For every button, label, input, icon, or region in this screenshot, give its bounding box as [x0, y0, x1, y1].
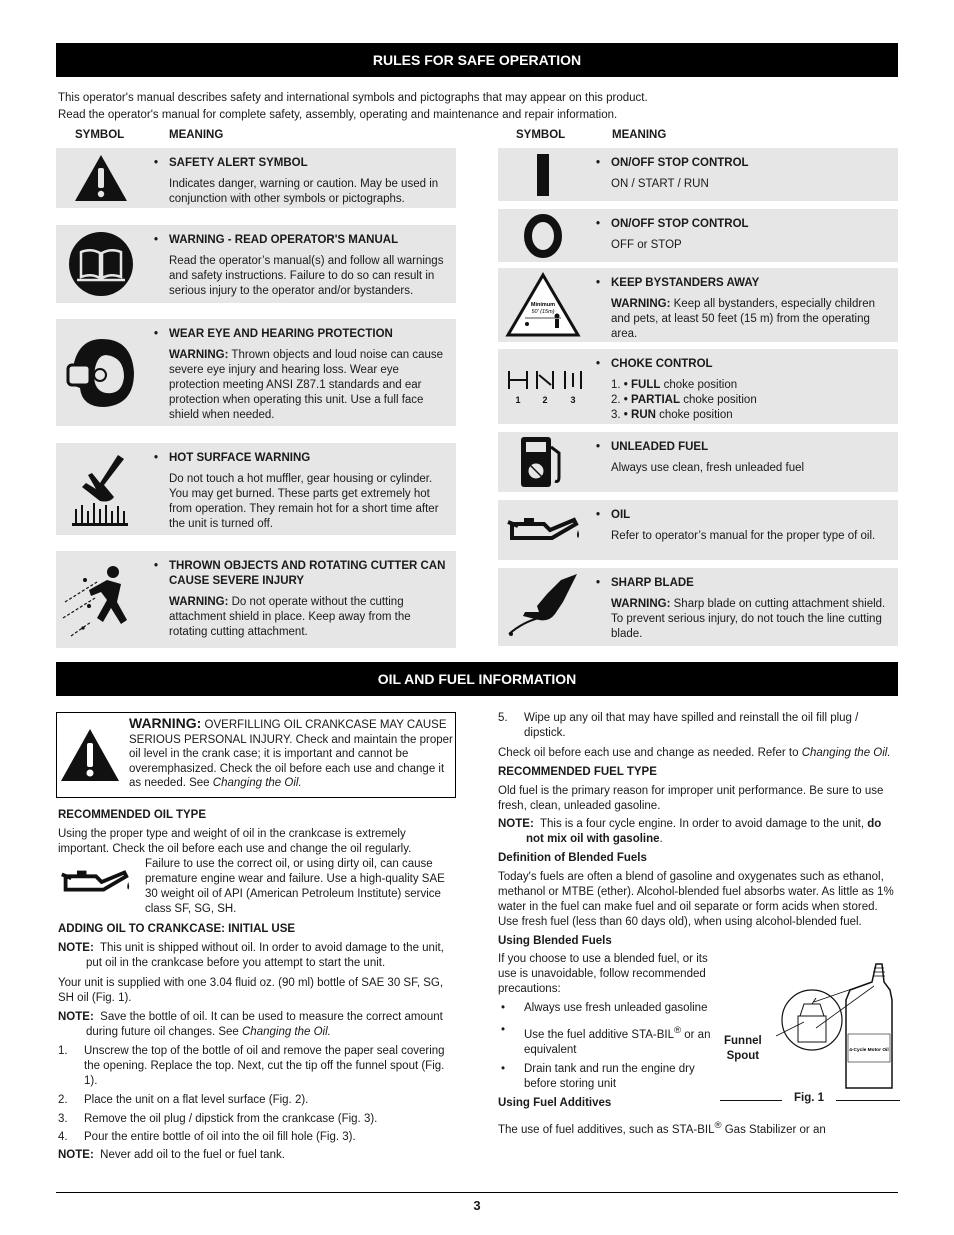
off-symbol-icon [498, 209, 588, 262]
thrown-objects-icon [56, 551, 146, 648]
on-symbol-icon [498, 148, 588, 201]
warning-text: WARNING: OVERFILLING OIL CRANKCASE MAY CAUSE SERIOUS PERSONAL INJURY. Check and maintain the proper oil level in the crank case; it is important and cannot be overemphasized. Check the oil before each use and change it as needed. See Changing the Oil. [129, 715, 453, 789]
symbol-row-sharp-blade [498, 568, 898, 646]
figure-1 [720, 960, 900, 1110]
symbol-title: • ON/OFF STOP CONTROL [596, 217, 892, 232]
symbol-row-oil [498, 500, 898, 560]
symbol-row-read-manual [56, 225, 456, 303]
manual-book-icon [56, 225, 146, 303]
check-paragraph: Check oil before each use and change as needed. Refer to Changing the Oil. [498, 747, 891, 759]
symbol-row-choke [498, 349, 898, 424]
heading-using-blended: Using Blended Fuels [498, 935, 612, 947]
symbol-body: Do not touch a hot muffler, gear housing or cylinder. You may get burned. These parts get extremely hot from operation. They remain hot for a short time after the unit is turned off. [169, 473, 439, 530]
step-5: 5. Wipe up any oil that may have spilled and reinstall the oil fill plug / dipstick. [498, 712, 859, 739]
symbol-row-unleaded [498, 432, 898, 492]
step-2: 2. Place the unit on a flat level surface (Fig. 2). [58, 1094, 309, 1106]
col-meaning-left: MEANING [169, 129, 224, 141]
choke-item: 3. • RUN choke position [611, 409, 733, 421]
oil-can-icon [498, 500, 588, 560]
heading-adding-oil: ADDING OIL TO CRANKCASE: INITIAL USE [58, 923, 296, 935]
fig-caption: Fig. 1 [794, 1092, 825, 1104]
symbol-title: • SHARP BLADE [596, 576, 892, 591]
fuel-note: NOTE: This is a four cycle engine. In order to avoid damage to the unit, do not mix oil with gasoline. [498, 818, 882, 845]
bystander-sign-top: Minimum [530, 302, 556, 308]
heading-blended-def: Definition of Blended Fuels [498, 852, 647, 864]
symbol-body: Always use clean, fresh unleaded fuel [611, 462, 805, 474]
symbol-row-hot-surface [56, 443, 456, 535]
list-item: • Always use fresh unleaded gasoline [498, 1001, 716, 1016]
choke-num-3: 3 [570, 394, 576, 405]
note-1: NOTE: This unit is shipped without oil. In order to avoid damage to the unit, put oil in the crankcase before you attempt to start the unit. [58, 942, 444, 969]
symbol-row-on [498, 148, 898, 201]
oil-bottle-illustration [720, 960, 900, 1105]
list-item: • Drain tank and run the engine dry before storing unit [498, 1062, 716, 1092]
footer-rule [56, 1192, 898, 1193]
bottle-label: 4-Cycle Motor Oil [849, 1048, 889, 1053]
blended-paragraph: Today's fuels are often a blend of gasoline and oxygenates such as ethanol, methanol or MTBE (ether). Alcohol-blended fuel absorbs water. As little as 1% water in the fuel can make fuel and oil separate or form acids when stored. Use fresh fuel (less than 60 days old), when using alcohol-blended fuel. [498, 871, 894, 928]
oil-can-inline-icon [58, 863, 132, 906]
symbol-row-eye-hearing [56, 319, 456, 426]
section-header-oil-fuel: OIL AND FUEL INFORMATION [56, 662, 898, 696]
symbol-body: Read the operator’s manual(s) and follow all warnings and safety instructions. Failure to do so can result in serious injury to the operator and/or bystanders. [169, 255, 444, 297]
choke-item: 1. • FULL choke position [611, 379, 738, 391]
choke-list [596, 378, 892, 423]
symbol-title: • THROWN OBJECTS AND ROTATING CUTTER CAN CAUSE SEVERE INJURY [154, 559, 450, 589]
funnel-spout-label: Funnel Spout [724, 1035, 762, 1062]
choke-item: 2. • PARTIAL choke position [611, 394, 757, 406]
bystander-sign-mid: 50' (15m) [531, 309, 555, 315]
symbol-row-bystanders [498, 268, 898, 342]
choke-num-2: 2 [542, 394, 548, 405]
symbol-body: Indicates danger, warning or caution. May be used in conjunction with other symbols or pictographs. [169, 178, 439, 205]
oil-paragraph-2: Failure to use the correct oil, or using dirty oil, can cause premature engine wear and failure. Use a high-quality SAE 30 weight oil of API (American Petroleum Institute) service class SF, SG, SH. [145, 858, 445, 915]
additives-paragraph: The use of fuel additives, such as STA-BIL® Gas Stabilizer or an [498, 1119, 826, 1136]
heading-fuel-additives: Using Fuel Additives [498, 1096, 612, 1109]
symbol-title: • ON/OFF STOP CONTROL [596, 156, 892, 171]
symbol-body: WARNING: Sharp blade on cutting attachment shield. To prevent serious injury, do not touch the line cutting blade. [611, 598, 886, 640]
bystanders-away-icon [498, 268, 588, 342]
col-meaning-right: MEANING [612, 129, 667, 141]
symbol-body: WARNING: Do not operate without the cutting attachment shield in place. Keep away from the rotating cutting attachment. [169, 596, 411, 638]
oil-paragraph: Using the proper type and weight of oil in the crankcase is extremely important. Check the oil before each use and change the oil regularly. [58, 828, 412, 855]
left-column [58, 808, 456, 1163]
warning-triangle-icon [59, 727, 123, 788]
symbol-row-thrown-objects [56, 551, 456, 648]
symbol-title: • WEAR EYE AND HEARING PROTECTION [154, 327, 450, 342]
supplied-paragraph: Your unit is supplied with one 3.04 fluid oz. (90 ml) bottle of SAE 30 SF, SG, SH oil (Fig. 1). [58, 977, 444, 1004]
precautions-list [498, 1001, 716, 1092]
symbol-title: • HOT SURFACE WARNING [154, 451, 450, 466]
col-symbol-right: SYMBOL [516, 129, 566, 141]
symbol-body: WARNING: Thrown objects and loud noise can cause severe eye injury and hearing loss. Wear eye protection meeting ANSI Z87.1 standards and ear protection when operating this unit. Use a full face shield when needed. [169, 349, 444, 421]
page-number: 3 [473, 1198, 481, 1213]
section-header-safe-operation: RULES FOR SAFE OPERATION [56, 43, 898, 77]
intro-text: This operator's manual describes safety and international symbols and pictographs that may appear on this product. Read the operator's manual for complete safety, assembly, operating and maintenance and repair information. [58, 92, 648, 121]
sharp-blade-icon [498, 568, 588, 646]
heading-oil-type: RECOMMENDED OIL TYPE [58, 809, 207, 821]
symbol-body: Refer to operator’s manual for the proper type of oil. [611, 530, 876, 542]
choke-control-icon [498, 349, 588, 424]
note-2: NOTE: Save the bottle of oil. It can be used to measure the correct amount during future oil changes. See Changing the Oil. [58, 1011, 443, 1038]
symbol-title: • CHOKE CONTROL [596, 357, 892, 372]
fig-rule-left [720, 1100, 782, 1101]
symbol-title: • WARNING - READ OPERATOR'S MANUAL [154, 233, 450, 248]
fuel-paragraph: Old fuel is the primary reason for improper unit performance. Be sure to use fresh, clean, unleaded gasoline. [498, 785, 884, 812]
symbol-row-safety-alert [56, 148, 456, 208]
note-3: NOTE: Never add oil to the fuel or fuel tank. [58, 1149, 285, 1161]
symbol-title: • SAFETY ALERT SYMBOL [154, 156, 450, 171]
step-1: 1. Unscrew the top of the bottle of oil and remove the paper seal covering the opening. Replace the top. Next, cut the tip off the funnel spout (Fig. 1). [58, 1045, 445, 1087]
unleaded-fuel-icon [498, 432, 588, 492]
step-4: 4. Pour the entire bottle of oil into the oil fill hole (Fig. 3). [58, 1131, 356, 1143]
symbol-row-off [498, 209, 898, 262]
eye-hearing-protection-icon [56, 319, 146, 426]
symbol-body: OFF or STOP [611, 239, 682, 251]
symbol-body: ON / START / RUN [611, 178, 709, 190]
col-symbol-left: SYMBOL [75, 129, 125, 141]
list-item: • Use the fuel additive STA-BIL® or an equivalent [498, 1023, 716, 1058]
safety-alert-icon [56, 148, 146, 208]
fig-rule-right [836, 1100, 900, 1101]
using-paragraph: If you choose to use a blended fuel, or its use is unavoidable, follow recommended precautions: [498, 953, 708, 995]
symbol-title: • OIL [596, 508, 892, 523]
heading-fuel-type: RECOMMENDED FUEL TYPE [498, 766, 657, 778]
warning-box [56, 712, 456, 798]
hot-surface-icon [56, 443, 146, 535]
symbol-body: WARNING: Keep all bystanders, especially children and pets, at least 50 feet (15 m) from the operating area. [611, 298, 875, 340]
symbol-title: • UNLEADED FUEL [596, 440, 892, 455]
step-3: 3. Remove the oil plug / dipstick from the crankcase (Fig. 3). [58, 1113, 378, 1125]
choke-num-1: 1 [515, 394, 521, 405]
symbol-title: • KEEP BYSTANDERS AWAY [596, 276, 892, 291]
